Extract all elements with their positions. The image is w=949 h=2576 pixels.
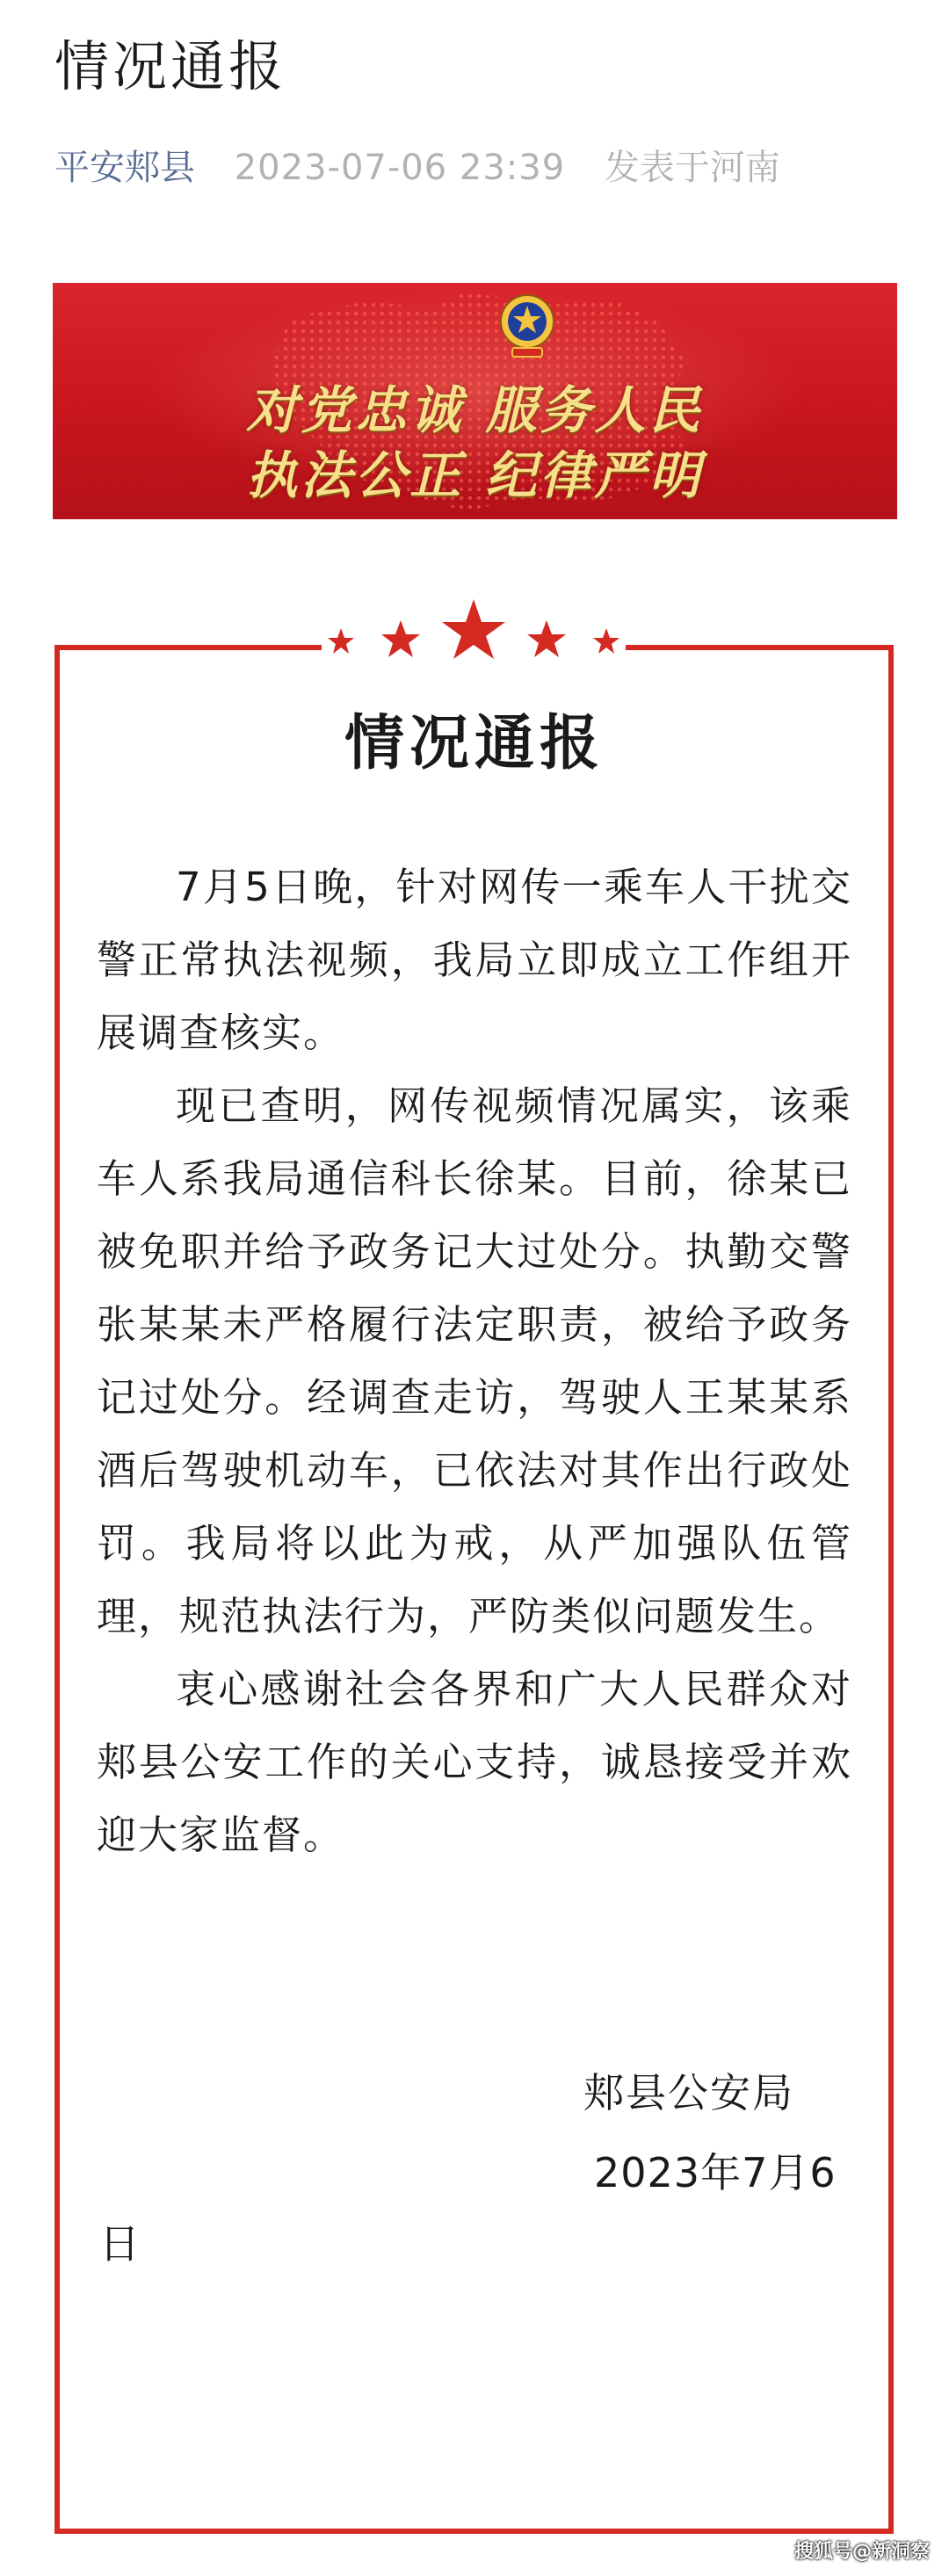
- star-icon: [381, 620, 420, 657]
- notice-title: 情况通报: [344, 709, 605, 778]
- signature-date: 2023年7月6: [594, 2149, 837, 2196]
- signature-date-tail: 日: [99, 2220, 140, 2268]
- notice-paragraph: 7月5日晚，针对网传一乘车人干扰交警正常执法视频，我局立即成立工作组开展调查核实。: [97, 864, 852, 1056]
- frame-top-border-right: [626, 645, 894, 650]
- notice-body: [97, 850, 852, 1871]
- red-stars-decoration: [322, 589, 626, 668]
- notice-paragraph: 现已查明，网传视频情况属实，该乘车人系我局通信科长徐某。目前，徐某已被免职并给予政务记大过处分。执勤交警张某某未严格履行法定职责，被给予政务记过处分。经调查走访，驾驶人王某某系酒后驾驶机动车，已依法对其作出行政处罚。我局将以此为戒，从严加强队伍管理，规范执法行为，严防类似问题发生。: [97, 1082, 852, 1639]
- account-name-link[interactable]: 平安郏县: [54, 148, 195, 188]
- star-icon: [593, 628, 619, 654]
- star-icon: [527, 620, 566, 657]
- article-title: 情况通报: [54, 34, 287, 98]
- banner-slogan-line-2: 执法公正 纪律严明: [246, 445, 704, 505]
- publish-location: 发表于河南: [604, 148, 780, 188]
- slogan-banner: [53, 283, 897, 519]
- banner-slogan-line-1: 对党忠诚 服务人民: [246, 380, 704, 440]
- star-icon: [442, 599, 505, 659]
- star-icon: [328, 628, 354, 654]
- frame-top-border-left: [54, 645, 322, 650]
- source-watermark: 搜狐号@新洞察: [793, 2541, 930, 2563]
- notice-paragraph: 衷心感谢社会各界和广大人民群众对郏县公安工作的关心支持，诚恳接受并欢迎大家监督。: [97, 1666, 852, 1858]
- publish-time: 2023-07-06 23:39: [234, 148, 566, 188]
- signature-organization: 郏县公安局: [583, 2069, 794, 2117]
- article-meta: [54, 143, 780, 192]
- police-emblem-icon: [496, 292, 558, 362]
